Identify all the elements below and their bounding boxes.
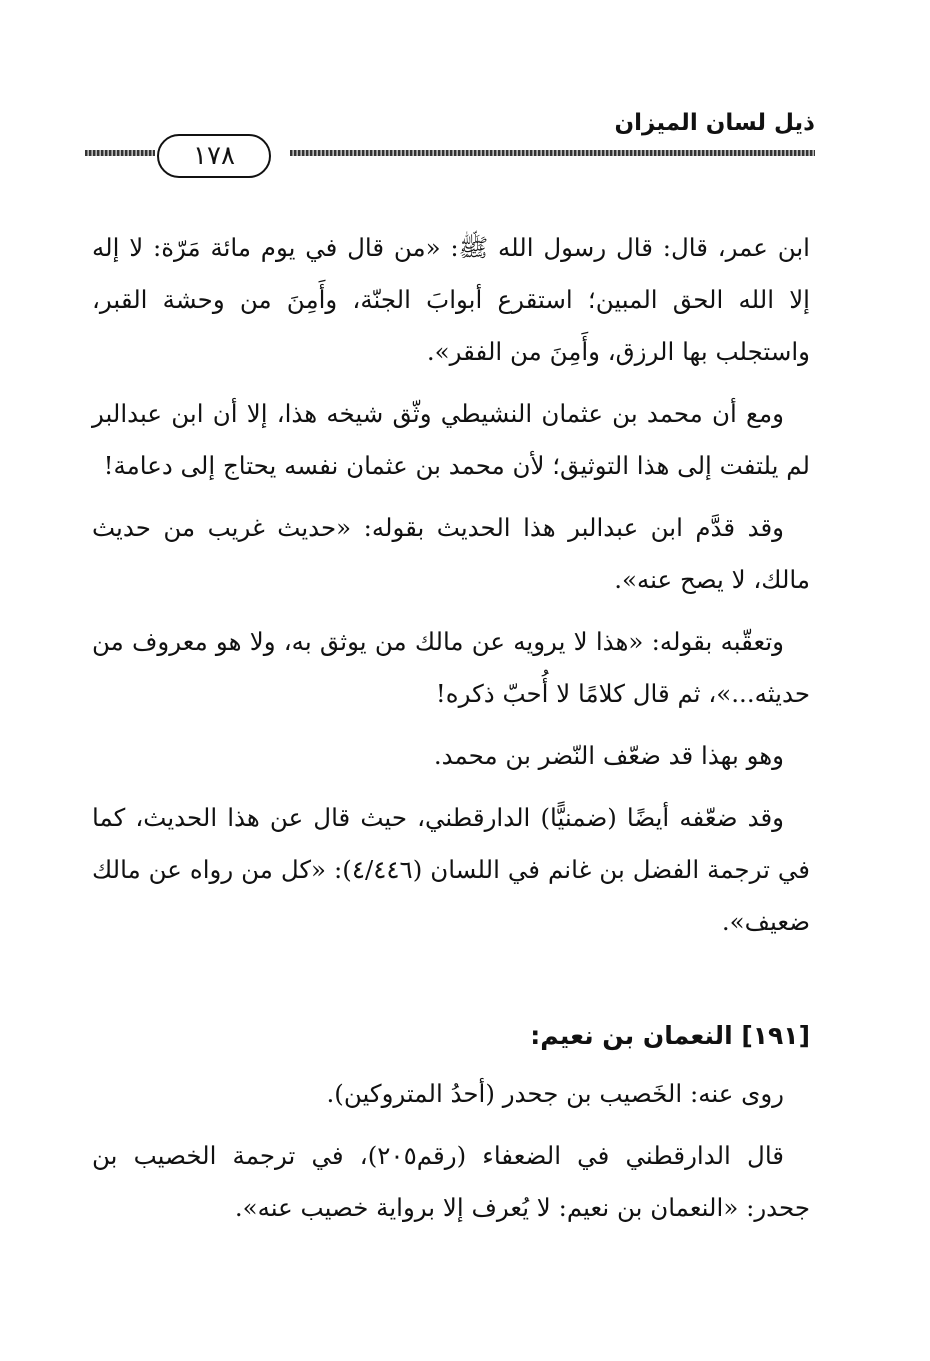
running-title: ذيل لسان الميزان — [614, 110, 815, 136]
entry-title: [١٩١] النعمان بن نعيم: — [530, 1021, 810, 1050]
entry-paragraph-narrator: روى عنه: الخَصيب بن جحدر (أحدُ المتروكين). — [326, 1079, 784, 1108]
paragraph-hadith: ابن عمر، قال: قال رسول الله ﷺ: «من قال في يوم مائة مَرّة: لا إله إلا الله الحق المبين؛ استقرع أبوابَ الجنّة، وأَمِنَ من وحشة القبر، واستجلب بها الرزق، وأَمِنَ من الفقر». — [92, 233, 810, 366]
paragraph-nushaiti: ومع أن محمد بن عثمان النشيطي وثّق شيخه هذا، إلا أن ابن عبدالبر لم يلتفت إلى هذا التوثيق؛ لأن محمد بن عثمان نفسه يحتاج إلى دعامة! — [92, 399, 810, 480]
paragraph-ibn-abdulbarr: وقد قدَّم ابن عبدالبر هذا الحديث بقوله: «حديث غريب من حديث مالك، لا يصح عنه». — [92, 513, 810, 594]
section-gap — [92, 958, 810, 1010]
paragraph-nadr: وهو بهذا قد ضعّف النّضر بن محمد. — [433, 741, 784, 770]
page-number: ١٧٨ — [157, 134, 271, 178]
paragraph-daraqutni: وقد ضعّفه أيضًا (ضمنيًّا) الدارقطني، حيث قال عن هذا الحديث، كما في ترجمة الفضل بن غانم في اللسان (٤/٤٤٦): «كل من رواه عن مالك ضعيف». — [92, 803, 810, 936]
paragraph-taaqqub: وتعقّبه بقوله: «هذا لا يرويه عن مالك من يوثق به، ولا هو معروف من حديثه...»، ثم قال كلامًا لا أُحبّ ذكره! — [92, 627, 810, 708]
header-rule-right — [290, 150, 815, 156]
entry-paragraph-duafa: قال الدارقطني في الضعفاء (رقم٢٠٥)، في ترجمة الخصيب بن جحدر: «النعمان بن نعيم: لا يُعرف إلا برواية خصيب عنه». — [92, 1141, 810, 1222]
page-header — [85, 110, 815, 180]
header-rule-left — [85, 150, 155, 156]
page-body — [92, 222, 810, 1244]
